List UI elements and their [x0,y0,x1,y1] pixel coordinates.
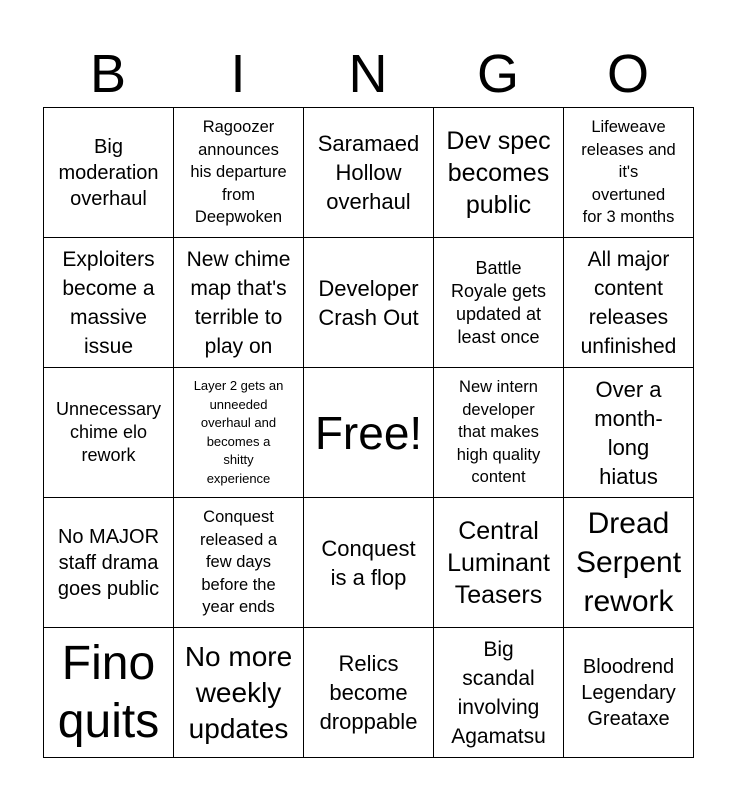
cell-text: Big scandal involving Agamatsu [451,637,546,748]
cell-text: All major content releases unfinished [580,247,677,358]
bingo-cell-2-2[interactable] [174,238,304,368]
bingo-cell-2-5[interactable] [564,238,694,368]
cell-text: Developer Crash Out [318,275,419,330]
bingo-board [43,107,694,758]
header-letter-g: G [476,44,519,104]
cell-text: Central Luminant Teasers [447,516,550,609]
bingo-cell-4-1[interactable] [44,498,174,628]
bingo-cell-2-1[interactable] [44,238,174,368]
cell-text: No more weekly updates [184,640,293,744]
cell-text: Dread Serpent rework [575,507,682,618]
cell-text: No MAJOR staff drama goes public [57,525,160,600]
cell-text: Conquest is a flop [321,535,416,590]
bingo-cell-3-5[interactable] [564,368,694,498]
bingo-cell-1-1[interactable] [44,108,174,238]
bingo-cell-1-5[interactable] [564,108,694,238]
bingo-cell-2-4[interactable] [434,238,564,368]
cell-text: Conquest released a few days before the year ends [199,508,278,617]
bingo-cell-1-3[interactable] [304,108,434,238]
bingo-header [43,42,693,106]
cell-text: Unnecessary chime elo rework [55,399,162,465]
cell-text: Exploiters become a massive issue [62,247,155,358]
header-letter-i: I [230,44,246,104]
header-letter-b: B [89,44,127,104]
cell-text: Ragoozer announces his departure from Deepwoken [190,118,287,227]
cell-text: Big moderation overhaul [58,135,159,210]
cell-text: Relics become droppable [319,651,418,734]
cell-text: Layer 2 gets an unneeded overhaul and becomes a shitty experience [193,378,284,486]
cell-text: Fino quits [57,636,160,748]
cell-text: New chime map that's terrible to play on [186,247,291,358]
bingo-cell-1-2[interactable] [174,108,304,238]
bingo-cell-5-3[interactable] [304,628,434,758]
cell-text: New intern developer that makes high quality content [456,378,541,487]
cell-text: Bloodrend Legendary Greataxe [581,655,676,730]
cell-text: Battle Royale gets updated at least once [450,257,547,347]
bingo-cell-4-4[interactable] [434,498,564,628]
bingo-cell-1-4[interactable] [434,108,564,238]
cell-text: Dev spec becomes public [446,126,551,219]
cell-text: Over a month- long hiatus [594,376,663,489]
bingo-cell-4-5[interactable] [564,498,694,628]
bingo-cell-5-4[interactable] [434,628,564,758]
header-letter-o: O [606,44,649,104]
bingo-cell-5-2[interactable] [174,628,304,758]
bingo-cell-3-4[interactable] [434,368,564,498]
header-letter-n: N [348,44,388,104]
cell-text: Lifeweave releases and it's overtuned for 3 months [581,118,676,227]
cell-text: Saramaed Hollow overhaul [317,131,420,214]
bingo-cell-4-3[interactable] [304,498,434,628]
bingo-cell-3-2[interactable] [174,368,304,498]
bingo-cell-free-space[interactable] [304,368,434,498]
bingo-cell-3-1[interactable] [44,368,174,498]
bingo-cell-4-2[interactable] [174,498,304,628]
bingo-cell-5-5[interactable] [564,628,694,758]
bingo-cell-5-1[interactable] [44,628,174,758]
cell-text: Free! [314,406,423,459]
bingo-cell-2-3[interactable] [304,238,434,368]
